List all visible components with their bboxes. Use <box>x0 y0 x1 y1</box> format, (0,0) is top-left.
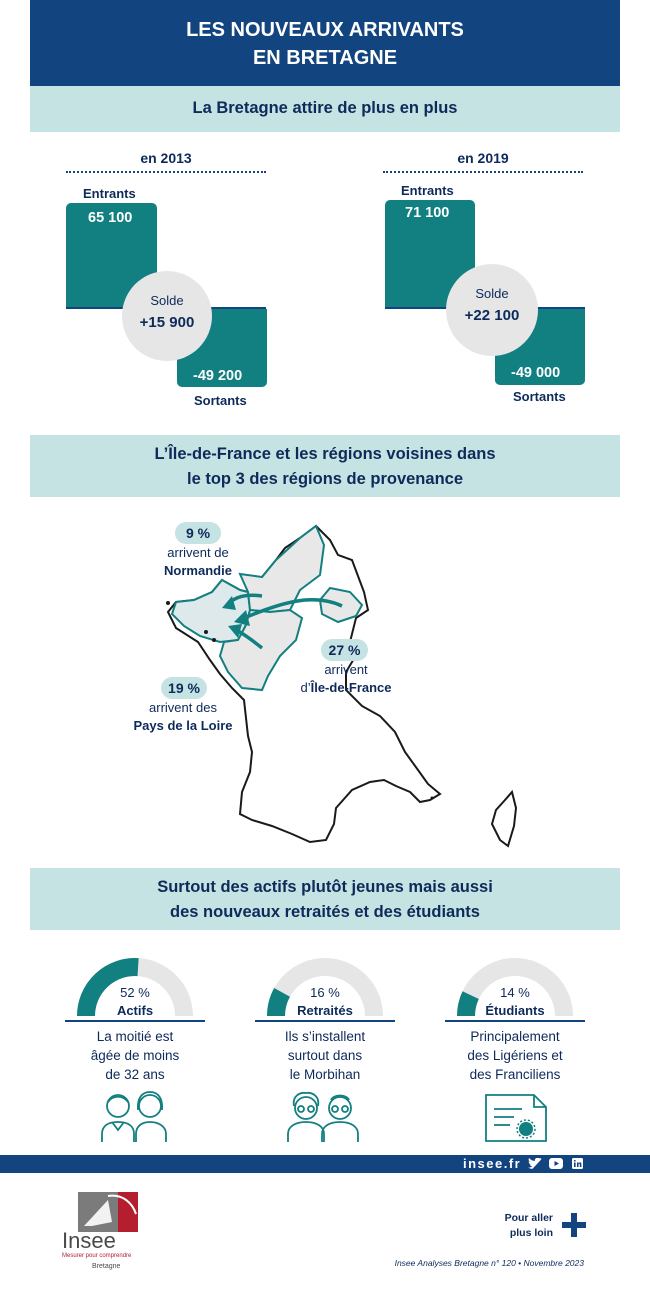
more-info-link[interactable] <box>480 1211 553 1241</box>
description-line: La moitié est <box>96 1029 174 1044</box>
gauge-description <box>255 1027 395 1084</box>
gauge-label <box>90 984 180 1020</box>
title-line-1: LES NOUVEAUX ARRIVANTS <box>186 19 464 41</box>
solde-circle-2013 <box>122 271 212 361</box>
section3-title-line1: Surtout des actifs plutôt jeunes mais aussi <box>157 878 493 896</box>
page-header <box>30 0 620 86</box>
gauge-category: Retraités <box>297 1003 353 1018</box>
solde-value-2013: +15 900 <box>139 314 195 331</box>
gauge-description <box>65 1027 205 1084</box>
description-line: surtout dans <box>287 1048 363 1063</box>
description-line: Ils s’installent <box>284 1029 366 1044</box>
description-line: Principalement <box>470 1029 560 1044</box>
young-people-icon <box>100 1088 170 1144</box>
gauge-label <box>280 984 370 1020</box>
gauge-pct: 52 % <box>120 985 150 1000</box>
title-line-2: EN BRETAGNE <box>252 47 398 69</box>
twitter-icon[interactable] <box>528 1158 542 1170</box>
description-line: âgée de moins <box>90 1048 180 1063</box>
description-line: de 32 ans <box>105 1067 165 1082</box>
description-line: le Morbihan <box>289 1067 361 1082</box>
gauge-pct: 14 % <box>500 985 530 1000</box>
normandie-label <box>150 544 246 580</box>
gauge-category: Actifs <box>116 1003 154 1018</box>
section3-title-band <box>30 868 620 930</box>
description-line: des Franciliens <box>469 1067 561 1082</box>
idf-pct: 27 % <box>321 639 368 661</box>
pdl-text: arrivent des <box>149 700 217 715</box>
plus-icon[interactable] <box>562 1213 586 1237</box>
section3-title-line2: des nouveaux retraités et des étudiants <box>170 903 480 921</box>
gauge-underline <box>65 1020 205 1022</box>
dotted-divider <box>66 171 266 173</box>
description-line: des Ligériens et <box>467 1048 563 1063</box>
sortants-label-2019: Sortants <box>513 389 566 404</box>
section2-title-line2: le top 3 des régions de provenance <box>187 470 463 488</box>
sortants-label-2013: Sortants <box>194 393 247 408</box>
more-line-2: plus loin <box>509 1227 553 1239</box>
corse <box>492 792 516 846</box>
gauge-category: Étudiants <box>485 1003 545 1018</box>
sortants-value-2013: -49 200 <box>193 368 243 384</box>
gauge-underline <box>445 1020 585 1022</box>
solde-label-2019: Solde <box>475 286 509 301</box>
entrants-value-2013: 65 100 <box>88 210 133 226</box>
diploma-icon <box>484 1093 548 1143</box>
year-2019: en 2019 <box>457 150 509 166</box>
gauge-underline <box>255 1020 395 1022</box>
normandie-text: arrivent de <box>167 545 229 560</box>
section1-title-band <box>30 86 620 132</box>
dotted-divider <box>383 171 583 173</box>
pdl-label <box>126 699 240 735</box>
idf-prefix: d’ <box>300 680 311 695</box>
idf-text: arrivent <box>324 662 368 677</box>
insee-logo-tagline: Mesurer pour comprendre <box>62 1253 132 1259</box>
more-line-1: Pour aller <box>504 1212 553 1224</box>
entrants-label-2013: Entrants <box>83 186 136 201</box>
youtube-icon[interactable] <box>549 1158 563 1169</box>
gauge-description <box>445 1027 585 1084</box>
insee-url-link[interactable]: insee.fr <box>463 1156 522 1171</box>
gauge-pct: 16 % <box>310 985 340 1000</box>
sortants-value-2019: -49 000 <box>511 365 561 381</box>
solde-label-2013: Solde <box>150 293 184 308</box>
insee-logo-text: Insee <box>62 1228 116 1253</box>
idf-region-name: Île-de-France <box>310 680 392 695</box>
year-2013: en 2013 <box>140 150 192 166</box>
solde-value-2019: +22 100 <box>464 307 520 324</box>
solde-circle-2019 <box>446 264 538 356</box>
section2-title-band <box>30 435 620 497</box>
entrants-value-2019: 71 100 <box>405 205 450 221</box>
entrants-label-2019: Entrants <box>401 183 454 198</box>
insee-logo-region: Bretagne <box>92 1263 121 1270</box>
normandie-region-name: Normandie <box>164 563 232 578</box>
citation: Insee Analyses Bretagne n° 120 • Novembre 2023 <box>394 1258 584 1268</box>
normandie-pct: 9 % <box>175 522 221 544</box>
pdl-region-name: Pays de la Loire <box>133 718 233 733</box>
pdl-pct: 19 % <box>161 677 207 699</box>
section2-title-line1: L’Île-de-France et les régions voisines dans <box>154 445 496 463</box>
linkedin-icon[interactable] <box>572 1158 583 1169</box>
section1-title: La Bretagne attire de plus en plus <box>192 99 458 117</box>
idf-label <box>290 661 402 697</box>
elderly-people-icon <box>286 1088 362 1144</box>
gauge-label <box>470 984 560 1020</box>
insee-logo <box>62 1188 132 1276</box>
